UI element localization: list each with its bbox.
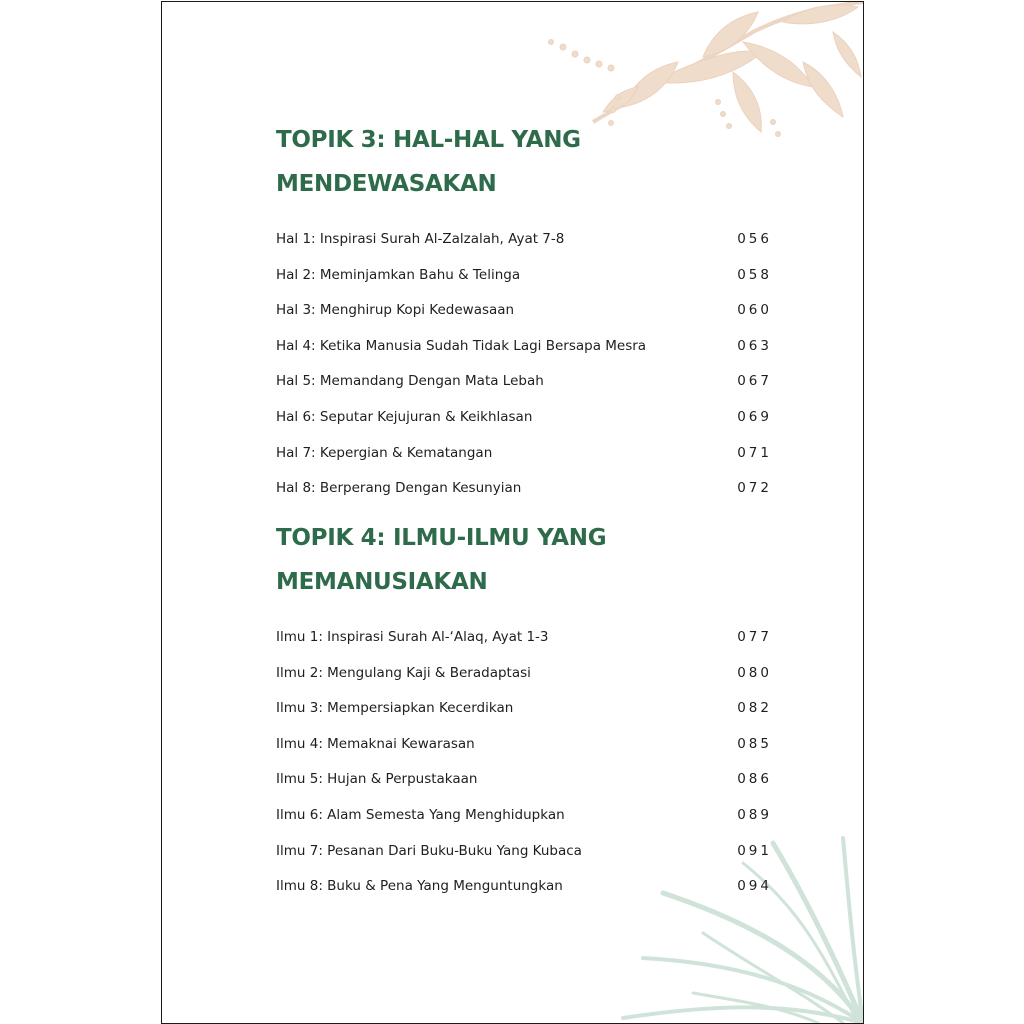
entry-page-number: 063: [737, 337, 772, 354]
toc-section-topik-3: [276, 118, 776, 507]
entry-page-number: 080: [737, 664, 772, 681]
toc-entry[interactable]: [276, 364, 772, 400]
entry-label: Hal 5: Memandang Dengan Mata Lebah: [276, 373, 544, 390]
entry-page-number: 056: [737, 231, 772, 247]
entry-label: Ilmu 7: Pesanan Dari Buku-Buku Yang Kubaca: [276, 842, 582, 859]
toc-section-topik-4: [276, 516, 776, 905]
entry-page-number: 089: [737, 806, 772, 823]
section-title: TOPIK 3: HAL-HAL YANG MENDEWASAKAN: [276, 127, 581, 197]
section-title: TOPIK 4: ILMU-ILMU YANG MEMANUSIAKAN: [276, 525, 607, 595]
toc-entry[interactable]: [276, 471, 772, 507]
entry-label: Ilmu 6: Alam Semesta Yang Menghidupkan: [276, 806, 565, 823]
entry-page-number: 058: [737, 266, 772, 283]
entry-label: Ilmu 8: Buku & Pena Yang Menguntungkan: [276, 878, 563, 895]
entry-label: Ilmu 1: Inspirasi Surah Al-‘Alaq, Ayat 1-3: [276, 629, 549, 645]
toc-entry[interactable]: [276, 620, 772, 656]
entry-label: Hal 7: Kepergian & Kematangan: [276, 444, 493, 461]
entry-page-number: 069: [737, 408, 772, 425]
entry-page-number: 060: [737, 302, 772, 319]
entry-label: Ilmu 5: Hujan & Perpustakaan: [276, 771, 478, 788]
toc-entry[interactable]: [276, 293, 772, 329]
entry-label: Hal 6: Seputar Kejujuran & Keikhlasan: [276, 408, 533, 425]
entry-page-number: 094: [737, 878, 772, 895]
entry-label: Hal 3: Menghirup Kopi Kedewasaan: [276, 302, 515, 319]
toc-entry[interactable]: [276, 329, 772, 365]
entry-page-number: 091: [737, 842, 772, 859]
entry-page-number: 067: [737, 373, 772, 390]
toc-entry[interactable]: [276, 222, 772, 258]
entry-label: Hal 1: Inspirasi Surah Al-Zalzalah, Ayat 7-8: [276, 231, 565, 247]
toc-entry[interactable]: [276, 258, 772, 294]
toc-entry[interactable]: [276, 400, 772, 436]
entry-label: Ilmu 2: Mengulang Kaji & Beradaptasi: [276, 664, 531, 681]
toc-entry[interactable]: [276, 727, 772, 763]
toc-entry[interactable]: [276, 834, 772, 870]
toc-entry[interactable]: [276, 656, 772, 692]
entry-page-number: 085: [737, 735, 772, 752]
entry-page-number: 086: [737, 771, 772, 788]
entry-label: Hal 4: Ketika Manusia Sudah Tidak Lagi Bersapa Mesra: [276, 337, 647, 354]
toc-entry[interactable]: [276, 869, 772, 905]
toc-list: [276, 222, 776, 507]
entry-page-number: 071: [737, 444, 772, 461]
entry-label: Ilmu 3: Mempersiapkan Kecerdikan: [276, 700, 514, 717]
entry-page-number: 082: [737, 700, 772, 717]
entry-label: Hal 8: Berperang Dengan Kesunyian: [276, 480, 522, 497]
toc-entry[interactable]: [276, 691, 772, 727]
book-page: [161, 1, 864, 1024]
toc-entry[interactable]: [276, 436, 772, 472]
toc-list: [276, 620, 776, 905]
entry-page-number: 077: [737, 629, 772, 645]
toc-entry[interactable]: [276, 762, 772, 798]
entry-label: Ilmu 4: Memaknai Kewarasan: [276, 735, 475, 752]
toc-entry[interactable]: [276, 798, 772, 834]
entry-label: Hal 2: Meminjamkan Bahu & Telinga: [276, 266, 521, 283]
entry-page-number: 072: [737, 480, 772, 497]
